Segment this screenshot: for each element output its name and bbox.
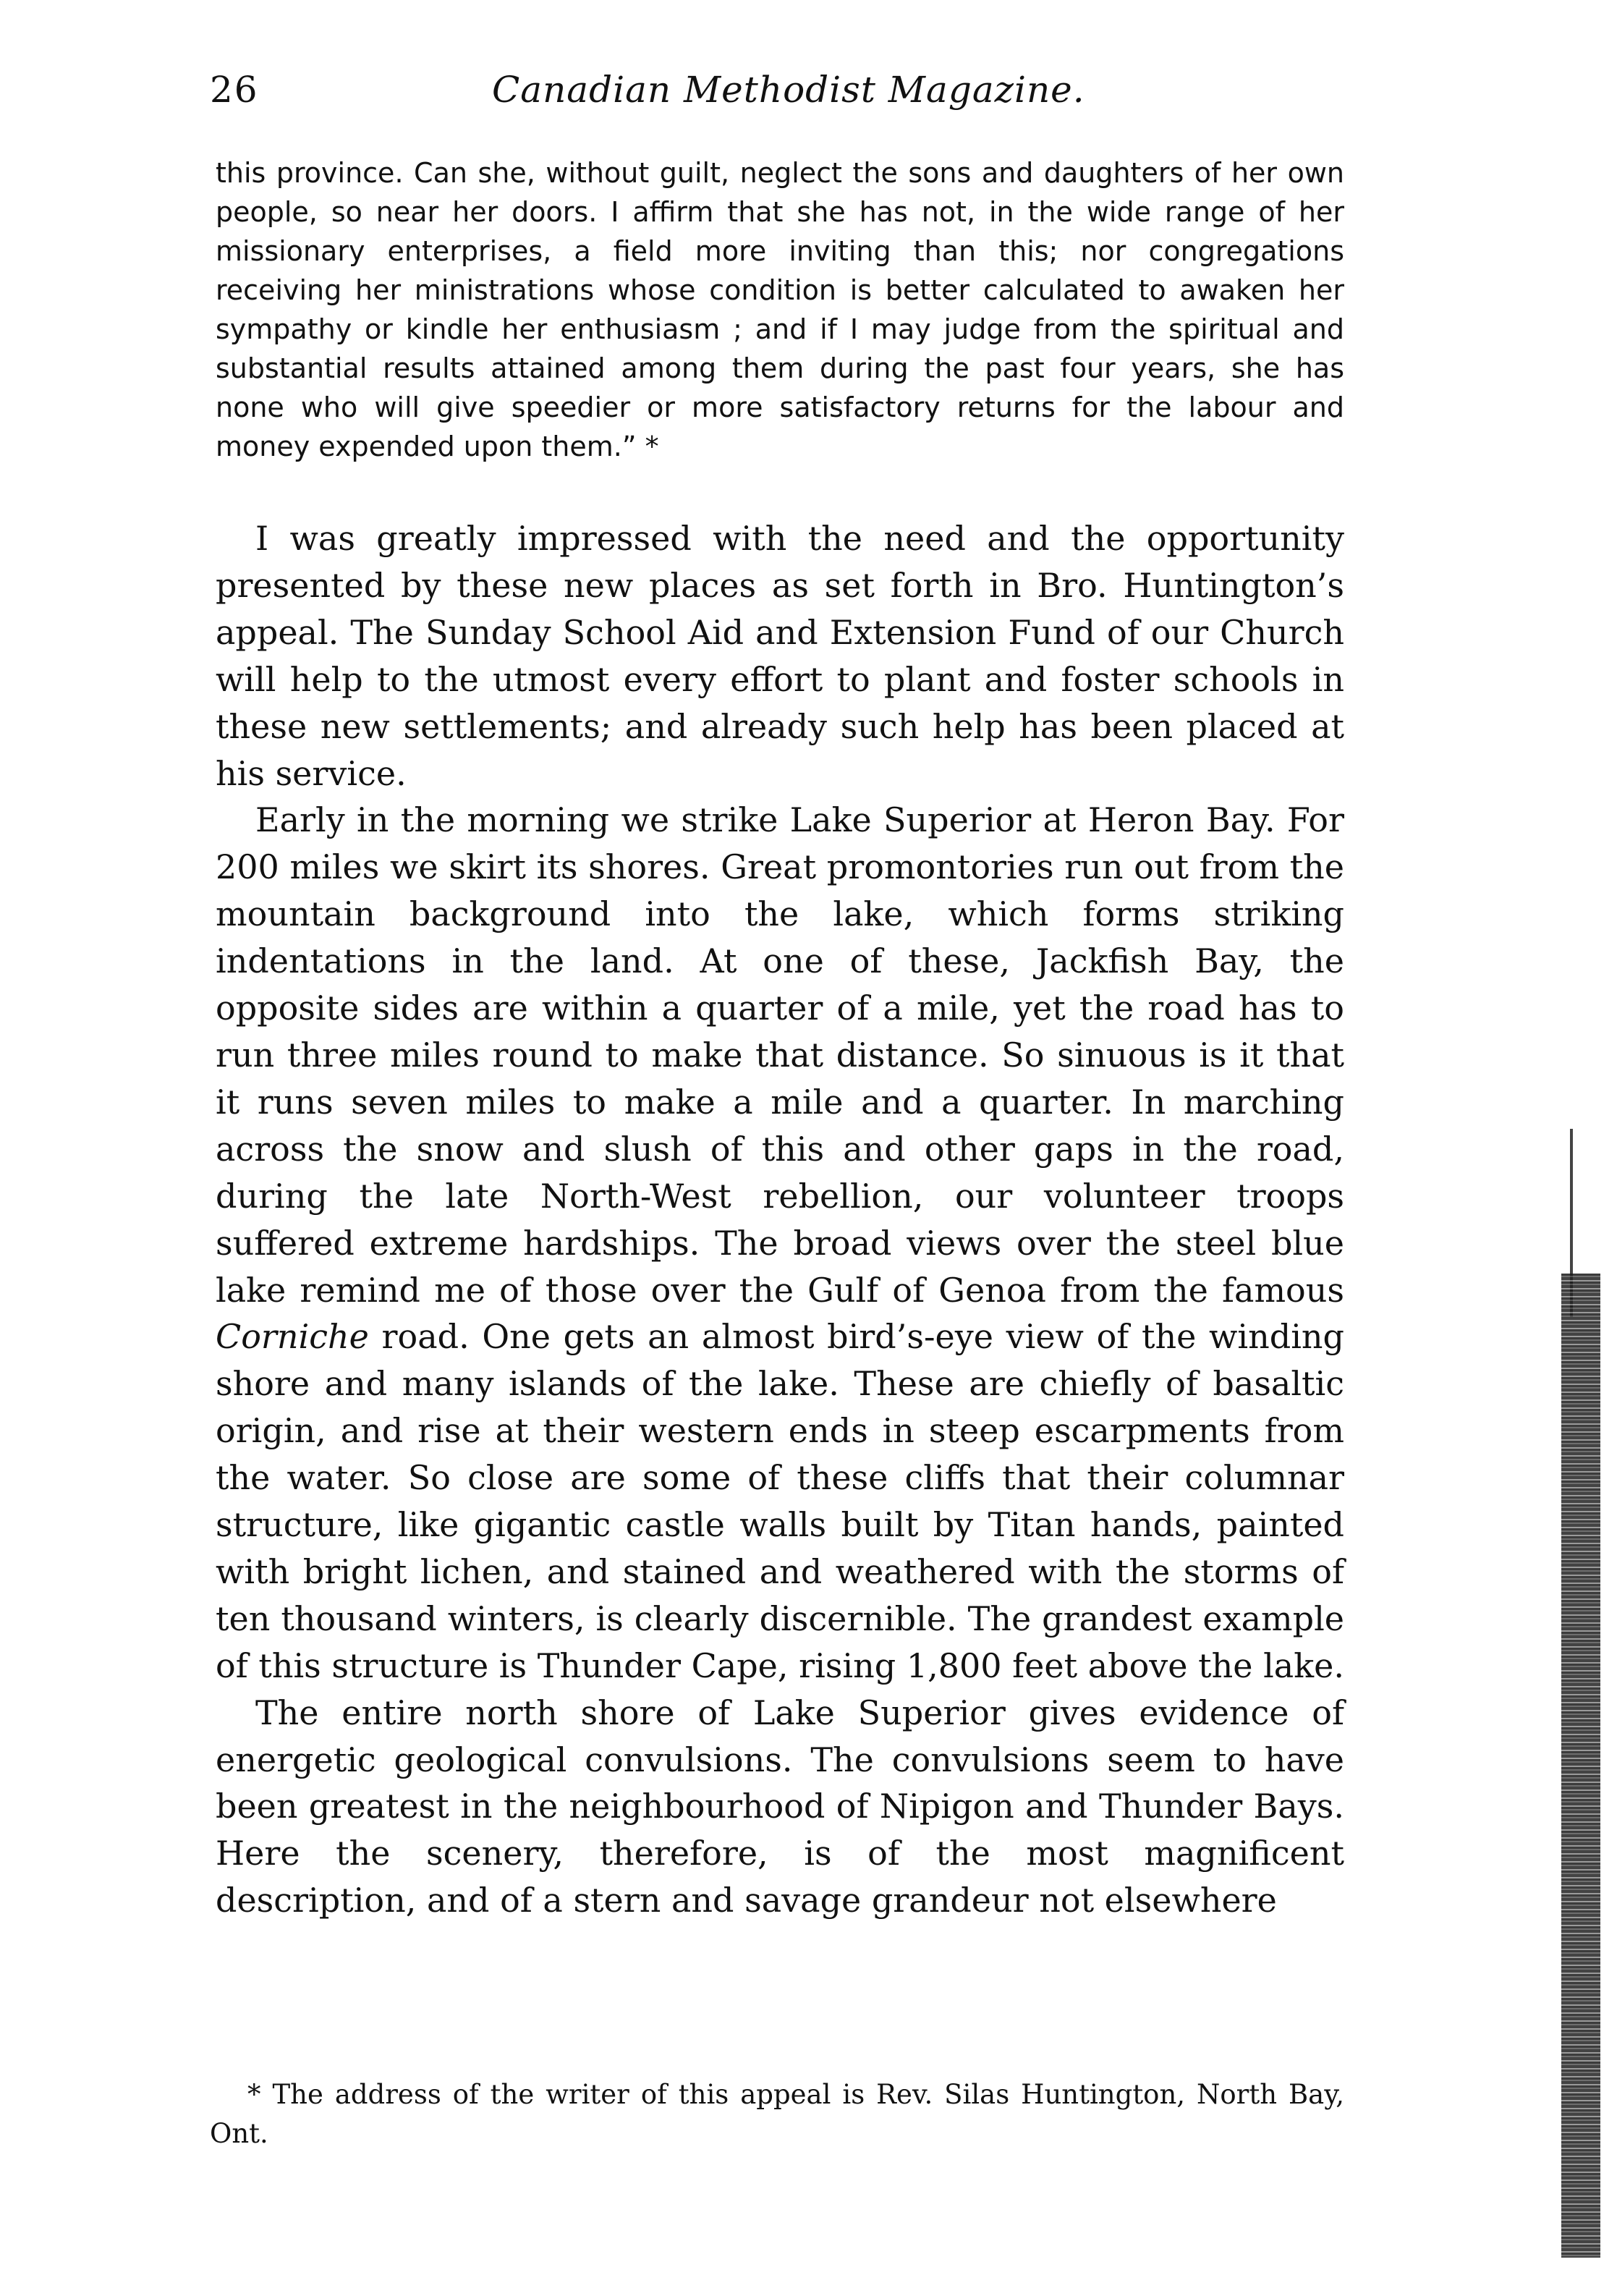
running-title: Canadian Methodist Magazine. bbox=[492, 69, 1085, 111]
page-header bbox=[210, 69, 1346, 127]
page-number: 26 bbox=[210, 69, 259, 111]
footnote: * The address of the writer of this appeal is Rev. Silas Huntington, North Bay, Ont. bbox=[210, 2079, 1344, 2149]
scan-edge-strip bbox=[1561, 1274, 1600, 2258]
paragraph-north-shore: The entire north shore of Lake Superior gives evidence of energetic geological convulsions. The convulsions seem to have been greatest in the neighbourhood of Nipigon and Thunder Bays. Here the scenery, therefore, is of the most magnificent description, and of a stern and savage grandeur not elsewhere bbox=[216, 1693, 1344, 1920]
paragraph-lake-superior-part1: Early in the morning we strike Lake Superior at Heron Bay. For 200 miles we skirt its shores. Great promontories run out from the mountain background into the lake, which forms striking indentations in the land. At one of these, Jackfish Bay, the opposite sides are within a quarter of a mile, yet the road has to run three miles round to make that distance. So sinuous is it that it runs seven miles to make a mile and a quarter. In marching across the snow and slush of this and other gaps in the road, during the late North-West rebellion, our volunteer troops suffered extreme hardships. The broad views over the steel blue lake remind me of those over the Gulf of Genoa from the famous bbox=[216, 800, 1344, 1310]
italic-corniche: Corniche bbox=[216, 1317, 369, 1357]
scan-edge-shadow bbox=[1556, 1129, 1606, 2258]
body-text bbox=[216, 515, 1344, 1924]
quoted-passage: this province. Can she, without guilt, neglect the sons and daughters of her own people, so near her doors. I affirm that she has not, in the wide range of her missionary enterprises, a field more inviting than this; nor congregations receiving her ministrations whose condition is better calculated to awaken her sympathy or kindle her enthusiasm ; and if I may judge from the spiritual and substantial results attained among them during the past four years, she has none who will give speedier or more satisfactory returns for the labour and money expended upon them.” * bbox=[216, 157, 1344, 462]
paragraph-lake-superior-part2: road. One gets an almost bird’s-eye view of the winding shore and many islands of the lake. These are chiefly of basaltic origin, and rise at their western ends in steep escarpments from the water. So close are some of these cliffs that their columnar structure, like gigantic castle walls built by Titan hands, painted with bright lichen, and stained and weathered with the storms of ten thousand winters, is clearly discernible. The grandest example of this structure is Thunder Cape, rising 1,800 feet above the lake. bbox=[216, 1317, 1345, 1685]
paragraph-need-and-opportunity: I was greatly impressed with the need and the opportunity presented by these new places as set forth in Bro. Huntington’s appeal. The Sunday School Aid and Extension Fund of our Church will help to the utmost every effort to plant and foster schools in these new settlements; and already such help has been placed at his service. bbox=[216, 519, 1344, 793]
paragraph-lake-superior bbox=[216, 797, 1344, 1689]
